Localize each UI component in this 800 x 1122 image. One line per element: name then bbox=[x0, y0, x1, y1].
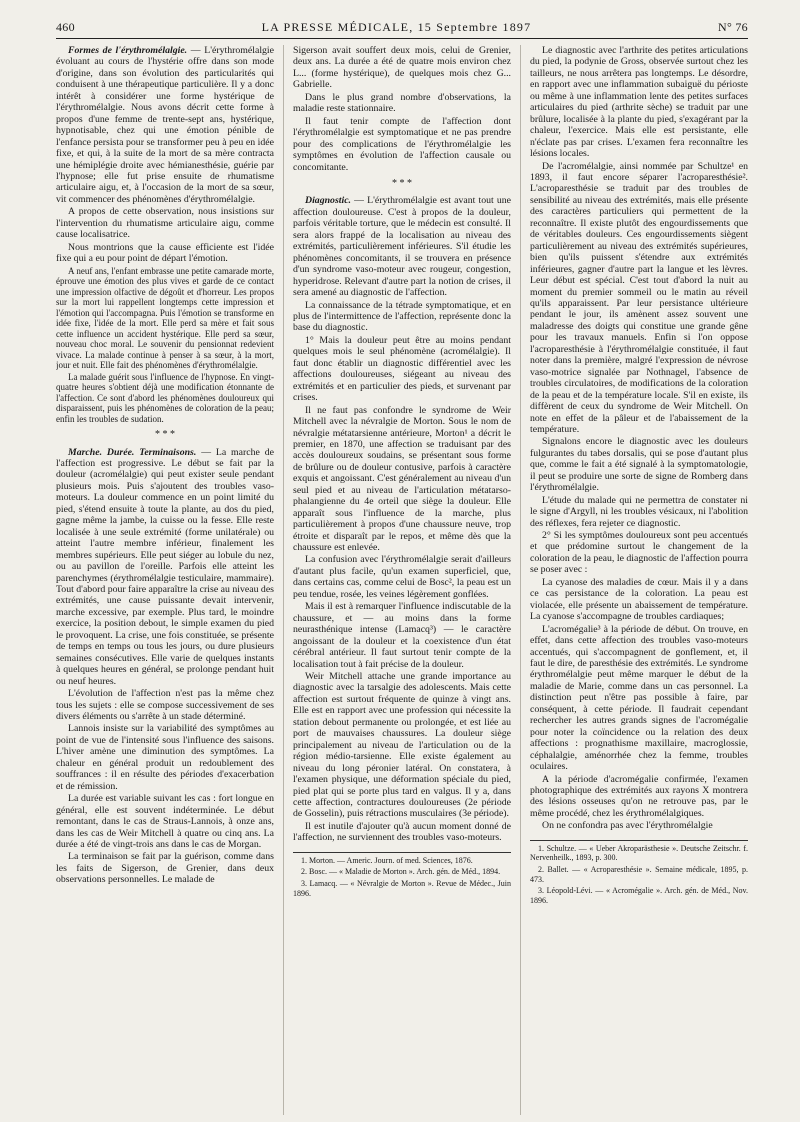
footnote: 2. Bosc. — « Maladie de Morton ». Arch. gén. de Méd., 1894. bbox=[301, 867, 501, 877]
paragraph: Weir Mitchell attache une grande importance au diagnostic avec la tarsalgie des adolescents. Mais cette affection est surtout fréquente de quinze à vingt ans. Elle est en rapport avec une profession qui nécessite la station debout permanente ou prolongée, et est liée au port de mauvaises chaussures. La douleur siège principalement au niveau de l'articulation ou de la région médio-tarsienne. Elle existe également au niveau du long péronier latéral. On constatera, à l'examen physique, une déformation spéciale du pied, pied plat qui se porte plus tard en valgus. Il y a, dans cette affection, contractures douloureuses (2e période de Gosselin), puis rétractions musculaires (3e période). bbox=[293, 671, 511, 820]
paragraph: A la période d'acromégalie confirmée, l'examen photographique des extrémités aux rayons X montrera des lésions osseuses qu'on ne retrouve pas, par le même procédé, chez les érythromélalgiques. bbox=[530, 773, 748, 819]
section-heading: Formes de l'érythromélalgie. bbox=[68, 45, 188, 56]
paragraph: Il ne faut pas confondre le syndrome de Weir Mitchell avec la névralgie de Morton. Sous le nom de névralgie métatarsienne antérieure, Morton¹ a décrit le premier, en 1870, une affection se traduisant par des accès douloureux soudains, se présentant sous forme de brûlure ou de douleur contusive, parfois à caractère exquis et angoissant. C'est généralement au niveau d'un seul pied et au niveau de l'articulation métatarso-phalangienne du 4e orteil que siège la douleur. Elle apparaît sous l'influence de la marche, plus particulièrement à propos d'une chaussure neuve, trop étroite et disparaît par le repos, et même dès que la chaussure est enlevée. bbox=[293, 404, 511, 554]
paragraph: A propos de cette observation, nous insistions sur l'intervention du rhumatisme articulaire aigu, comme cause localisatrice. bbox=[56, 206, 274, 241]
column-middle bbox=[283, 45, 511, 1115]
paragraph: La terminaison se fait par la guérison, comme dans les faits de Sigerson, de Grenier, dans deux observations personnelles. Le malade de bbox=[56, 851, 274, 886]
paragraph: Formes de l'érythromélalgie. — L'érythromélalgie évoluant au cours de l'hystérie offre dans son mode d'origine, dans son évolution des particularités qui conduisent à une thérapeutique particulière. Il y a donc intérêt à considérer une forme hystérique de l'érythromélalgie. Nous avons décrit cette forme à propos d'une femme de trente-sept ans, hystérique, hypnotisable, chez qui une émotion pénible de l'enfance persista pour se transformer peu à peu en idée fixe, et qui, à la suite de la mort de sa mère contracta une hémiplégie droite avec hémianesthésie, guérie par l'hypnose; elle fut prise ensuite de rhumatisme articulaire aigu, et, à l'occasion de la mort de sa sœur, vit commencer des phénomènes d'érythromélalgie. bbox=[56, 45, 274, 205]
paragraph: Il est inutile d'ajouter qu'à aucun moment donné de l'affection, ne surviennent des troubles vaso-moteurs. bbox=[293, 820, 511, 844]
paragraph: Sigerson avait souffert deux mois, celui de Grenier, deux ans. La durée a été de quatre mois environ chez L... (forme hystérique), de quelques mois chez G... Gabrielle. bbox=[293, 45, 511, 91]
paragraph: L'acromégalie³ à la période de début. On trouve, en effet, dans cette affection des troubles vaso-moteurs accentués, qui s'accompagnent de gonflement, et, il faut le dire, de paresthésie des extrémités. Le syndrome érythromélalgie peut même marquer le début de la maladie de Marie, comme dans un cas personnel. La distinction peut n'être pas possible à faire, par conséquent, à cette période. Il faudrait cependant rechercher les autres grands signes de l'acromégalie pour noter la coïncidence ou la relation des deux affections : prognathisme maxillaire, macroglossie, céphalalgie, aménorrhée chez la femme, troubles oculaires. bbox=[530, 623, 748, 773]
paragraph: Il faut tenir compte de l'affection dont l'érythromélalgie est symptomatique et ne pas prendre pour des complications de l'érythromélalgie les symptômes en évolution de l'affection causale ou concomitante. bbox=[293, 115, 511, 173]
footnote: 3. Léopold-Lévi. — « Acromégalie ». Arch. gén. de Méd., Nov. 1896. bbox=[530, 886, 748, 905]
paragraph: La cyanose des maladies de cœur. Mais il y a dans ce cas persistance de la coloration. La peau est violacée, elle présente un abaissement de température. La cyanose s'accompagne de troubles cardiaques; bbox=[530, 576, 748, 623]
footnote: 1. Schultze. — « Ueber Akroparästhesie ». Deutsche Zeitschr. f. Nervenheilk., 1893, p. 300. bbox=[530, 843, 748, 863]
section-heading: Diagnostic. bbox=[305, 195, 351, 207]
column-right bbox=[520, 45, 748, 1115]
issue-number: N° 76 bbox=[718, 20, 748, 34]
paragraph: Nous montrions que la cause efficiente est l'idée fixe qui a eu pour point de départ l'émotion. bbox=[56, 241, 274, 265]
case-summary: La malade guérit sous l'influence de l'hypnose. En vingt-quatre heures s'obtient déjà une modification étonnante de l'affection. Ce sont d'abord les phénomènes douloureux qui disparaissent, puis les phénomènes de coloration de la peau; enfin les troubles de sudation. bbox=[56, 371, 274, 424]
footnote: 2. Ballet. — « Acroparesthésie ». Semaine médicale, 1895, p. 473. bbox=[530, 865, 748, 884]
footnote: 3. Lamacq. — « Névralgie de Morton ». Revue de Médec., Juin 1896. bbox=[293, 879, 511, 898]
paragraph: De l'acromélalgie, ainsi nommée par Schultze¹ en 1893, il faut encore séparer l'acroparesthésie². L'acroparesthésie se traduit par des troubles de sensibilité au niveau des extrémités, mais elle présente des caractères particuliers qui permettent de la reconnaître. Il existe plutôt des engourdissements que de véritables douleurs. Ces engourdissements siègent particulièrement au niveau des extrémités supérieures, bien qu'ils puissent s'étendre aux extrémités inférieures, gagner d'autre part la langue et les lèvres. Leur début est spécial. C'est tout d'abord la nuit au moment du premier sommeil ou le matin au réveil qu'ils apparaissent. Par leur persistance ultérieure pendant le jour, ils amènent assez souvent une maladresse des doigts qui constitue une grande gêne pour les travaux manuels. Enfin si l'on oppose l'acroparesthésie à l'érythromélalgie constituée, il faut noter dans la première, malgré l'expression de névrose vaso-motrice signalée par Nothnagel, l'absence de troubles circulatoires, de modifications de la coloration de la peau et de la température locale. S'il en existe, ils diffèrent de ceux du syndrome de Weir Mitchell. On note en effet de la pâleur et de l'abaissement de la température. bbox=[530, 160, 748, 435]
paragraph: On ne confondra pas avec l'érythromélalgie bbox=[542, 820, 713, 832]
footnotes bbox=[293, 852, 511, 898]
paragraph: L'évolution de l'affection n'est pas la même chez tous les sujets : elle se compose successivement de ses divers éléments ou s'arrête à un stade déterminé. bbox=[56, 688, 274, 722]
column-left bbox=[56, 45, 274, 1115]
page-header bbox=[56, 20, 748, 39]
section-separator: * * * bbox=[155, 429, 175, 441]
paragraph: La connaissance de la tétrade symptomatique, et en plus de l'intermittence de l'affection, représente donc la base du diagnostic. bbox=[293, 299, 511, 334]
section-heading: Marche. Durée. Terminaisons. bbox=[68, 446, 197, 458]
paragraph: 2° Si les symptômes douloureux sont peu accentués et que prédomine surtout le changement de la coloration de la peau, le diagnostic de l'affection pourra se poser avec : bbox=[530, 530, 748, 576]
case-summary: A neuf ans, l'enfant embrasse une petite camarade morte, éprouve une émotion des plus vives et garde de ce contact une impression olfactive de dégoût et d'horreur. Les propos sur la mort lui rappellent longtemps cette impression et l'émotion qui l'accompagna. Puis l'émotion se transforme en idée fixe, l'idée de la mort. Elle perd sa mère et fait sous cette influence un accident hystérique. Elle perd sa sœur, nouveau choc moral. Le souvenir du pensionnat redevient vivace. La malade continue à penser à sa sœur, à la mort, jour et nuit. Elle fait des phénomènes d'érythromélalgie. bbox=[56, 265, 274, 371]
paragraph: L'étude du malade qui ne permettra de constater ni le signe d'Argyll, ni les troubles vésicaux, ni l'abolition des réflexes, fera rejeter ce diagnostic. bbox=[530, 494, 748, 529]
paragraph: Signalons encore le diagnostic avec les douleurs fulgurantes du tabes dorsalis, qui se pose d'autant plus que, comme le fait a été signalé à la symptomatologie, il peut se produire une sorte de signe de Romberg dans l'érythromélalgie. bbox=[530, 436, 748, 494]
paragraph: Lannois insiste sur la variabilité des symptômes au point de vue de l'intensité sous l'influence des saisons. L'hiver amène une diminution des symptômes. La chaleur en général produit un redoublement des souffrances : il en résulte des périodes d'exacerbation et de rémission. bbox=[56, 723, 274, 792]
journal-title: LA PRESSE MÉDICALE, 15 Septembre 1897 bbox=[261, 20, 532, 34]
paragraph: La confusion avec l'érythromélalgie serait d'ailleurs d'autant plus facile, qu'un examen superficiel, que, dans certains cas, comme celui de Bosc², la peau est un peu tendue, rosée, les veines légèrement gonflées. bbox=[293, 554, 511, 600]
article-columns bbox=[56, 45, 748, 1115]
paragraph: Le diagnostic avec l'arthrite des petites articulations du pied, la podynie de Gross, observée surtout chez les tailleurs, ne nous arrêtera pas longtemps. Le désordre, en rapport avec une inflammation subaiguë du périoste ou même à une inflammation lente des petites surfaces articulaires du pied (arthrite sèche) se traduit par une brûlure, localisée à la plante du pied, s'exagérant par la chaleur, l'exercice. Mais elle est persistante, elle n'éclate pas par crises. L'examen fera reconnaître les lésions locales. bbox=[530, 45, 748, 160]
paragraph: Marche. Durée. Terminaisons. — La marche de l'affection est progressive. Le début se fait par la douleur (acromélalgie) qui peut exister seule pendant plusieurs mois. Puis s'ajoutent des troubles vaso-moteurs. La douleur commence en un point limité du pied, s'étend ensuite à toute la plante, au dos du pied, gagne même la jambe, la cuisse ou la fesse. Elle reste localisée à une seule extrémité (forme unilatérale) ou atteint l'autre membre inférieur, finalement les membres supérieurs. Elle peut siéger au lobule du nez, ou au pavillon de l'oreille. Parfois elle atteint les parenchymes (érythromélalgie testiculaire, mammaire). Tout d'abord pour faire apparaître la crise au niveau des extrémités, une cause puissante devait intervenir, marche excessive, par exemple. Plus tard, le moindre exercice, la position debout, le simple examen du pied le provoquent. La crise, une fois constituée, se présente de temps en temps ou tous les jours, ou dure plusieurs semaines consécutives. Elle varie de quelques instants à quelques heures en général, se prolonge pendant huit ou neuf heures. bbox=[56, 446, 274, 687]
footnotes bbox=[530, 840, 748, 906]
paragraph: Mais il est à remarquer l'influence indiscutable de la chaussure, et — au moins dans la forme neurasthénique intense (Lamacq³) — le caractère angoissant de la douleur et la coexistence d'un état cérébral antérieur. Il faut surtout tenir compte de la localisation tout à fait précise de la douleur. bbox=[293, 601, 511, 670]
paragraph: Dans le plus grand nombre d'observations, la maladie reste stationnaire. bbox=[293, 91, 511, 115]
page-number: 460 bbox=[56, 20, 75, 34]
section-separator: * * * bbox=[392, 177, 412, 189]
footnote: 1. Morton. — Americ. Journ. of med. Sciences, 1876. bbox=[301, 855, 473, 865]
paragraph: 1° Mais la douleur peut être au moins pendant quelques mois le seul phénomène (acromélalgie). Il faut donc établir un diagnostic différentiel avec les affections douloureuses, siégeant au niveau des extrémités et en particulier des pieds, et survenant par crises. bbox=[293, 334, 511, 404]
paragraph: Diagnostic. — L'érythromélalgie est avant tout une affection douloureuse. C'est à propos de la douleur, parfois véritable torture, que le médecin est consulté. Il sera alors frappé de la localisation au niveau des extrémités, particulièrement inférieures. S'il étudie les phénomènes concomitants, il se trouvera en présence d'un syndrome vaso-moteur avec rougeur, congestion, hyperidrose. Relevant d'autre part la notion de crises, il sera amené au diagnostic de l'affection. bbox=[293, 195, 511, 299]
paragraph: La durée est variable suivant les cas : fort longue en général, elle est souvent indéterminée. Le début remontant, dans le cas de Straus-Lannois, à onze ans, dans les cas de Weir Mitchell à quatre ou cinq ans. La durée a été de vingt-trois ans dans le cas de Morgan. bbox=[56, 793, 274, 850]
